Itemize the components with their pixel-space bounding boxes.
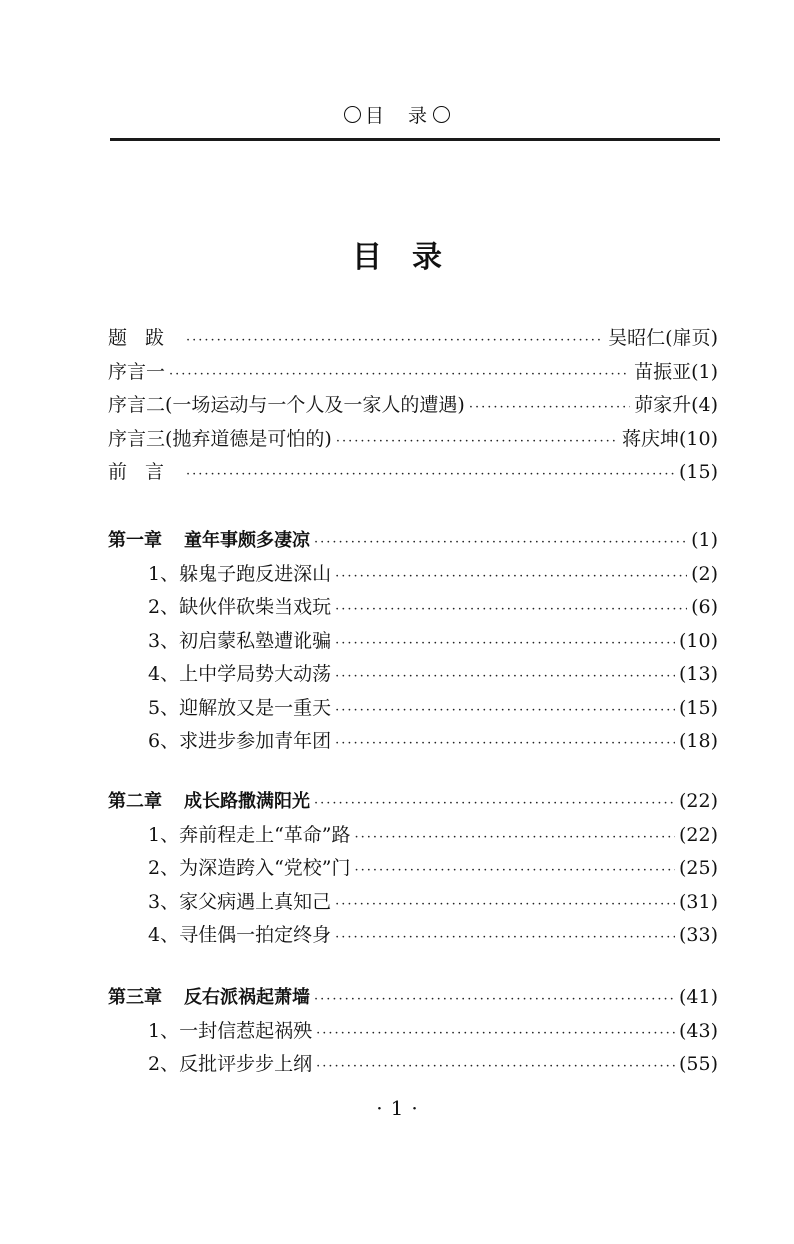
toc-page: (15) [678, 696, 718, 719]
running-head [0, 104, 794, 128]
page-title-char-left: 目 [352, 240, 382, 275]
folio-dot-right: · [411, 1096, 418, 1120]
toc-label: 6、求进步参加青年团 [148, 730, 332, 752]
dot-leader [336, 425, 618, 458]
dot-leader [316, 1017, 675, 1050]
toc-row-inscription[interactable] [108, 322, 718, 356]
toc-chapter-heading[interactable] [108, 785, 718, 819]
circle-ornament-icon [344, 106, 361, 123]
toc-label: 题跋 [108, 327, 183, 349]
dot-leader [316, 1050, 675, 1083]
chapter-number: 第一章 [108, 530, 162, 551]
toc-page: (33) [678, 924, 718, 946]
toc-section-row[interactable] [108, 692, 718, 726]
toc-row-preface-1[interactable] [108, 356, 718, 390]
dot-leader [314, 787, 675, 820]
toc-page: 茆家升(4) [634, 394, 718, 416]
toc-chapter-2 [108, 785, 718, 953]
toc-section-row[interactable] [108, 819, 718, 853]
toc-label: 2、缺伙伴砍柴当戏玩 [148, 596, 332, 618]
toc-label: 3、初启蒙私塾遭讹骗 [148, 629, 332, 652]
toc-label: 3、家父病遇上真知己 [148, 890, 332, 913]
toc-page: (1) [691, 529, 718, 551]
toc-chapter-heading[interactable] [108, 981, 718, 1015]
page-title-char-right: 录 [412, 240, 442, 275]
folio-page-number: 1 [390, 1096, 404, 1120]
chapter-label [108, 981, 310, 1014]
chapter-title: 童年事颇多凄凉 [184, 530, 310, 551]
toc-label: 1、一封信惹起祸殃 [148, 1019, 313, 1042]
page-title [0, 236, 794, 280]
dot-leader [314, 526, 687, 559]
dot-leader [186, 458, 675, 491]
dot-leader [335, 727, 675, 760]
toc-page: (6) [691, 596, 718, 618]
chapter-title: 反右派祸起萧墙 [184, 987, 310, 1008]
dot-leader [335, 660, 675, 693]
dot-leader [335, 627, 675, 660]
toc-label: 4、寻佳偶一拍定终身 [148, 924, 332, 946]
chapter-number: 第三章 [108, 987, 162, 1008]
chapter-label [108, 785, 310, 818]
toc-page: (2) [691, 562, 718, 585]
toc-page: 蒋庆坤(10) [621, 427, 718, 450]
toc-row-preface-3[interactable] [108, 423, 718, 457]
chapter-number: 第二章 [108, 791, 162, 812]
toc-page: 苗振亚(1) [634, 360, 718, 383]
toc-page: (18) [678, 730, 718, 752]
toc-label: 4、上中学局势大动荡 [148, 663, 332, 685]
toc-section-row[interactable] [108, 1048, 718, 1082]
toc-section-row[interactable] [108, 852, 718, 886]
chapter-title: 成长路撒满阳光 [184, 791, 310, 812]
dot-leader [355, 854, 675, 887]
dot-leader [355, 821, 675, 854]
folio-dot-left: · [376, 1096, 383, 1120]
toc-label: 前言 [108, 461, 183, 483]
toc-label: 序言一 [108, 360, 166, 383]
toc-page: (31) [678, 890, 718, 913]
running-head-char-right: 录 [408, 105, 430, 127]
running-head-char-left: 目 [364, 105, 386, 127]
toc-section-row[interactable] [108, 886, 718, 920]
toc-page: (55) [678, 1053, 718, 1075]
toc-section-row[interactable] [108, 558, 718, 592]
dot-leader [335, 921, 675, 954]
dot-leader [169, 358, 630, 391]
dot-leader [335, 560, 687, 593]
toc-section-row[interactable] [108, 725, 718, 759]
chapter-label [108, 524, 310, 557]
toc-page: (15) [678, 461, 718, 483]
dot-leader [335, 593, 687, 626]
circle-ornament-icon [433, 106, 450, 123]
toc-page: 吴昭仁(扉页) [608, 327, 718, 349]
toc-label: 1、躲鬼子跑反进深山 [148, 562, 332, 585]
toc-page: (10) [678, 629, 718, 652]
toc-section-row[interactable] [108, 658, 718, 692]
toc-section-row[interactable] [108, 625, 718, 659]
toc-page: (41) [678, 986, 718, 1008]
header-rule [110, 138, 720, 141]
toc-label: 2、反批评步步上纲 [148, 1053, 313, 1075]
toc-page: (13) [678, 663, 718, 685]
toc-section-row[interactable] [108, 919, 718, 953]
toc-page: (22) [678, 790, 718, 812]
toc-chapter-3 [108, 981, 718, 1082]
toc-label: 1、奔前程走上“革命”路 [148, 823, 351, 846]
toc-page: (43) [678, 1019, 718, 1042]
dot-leader [314, 983, 675, 1016]
toc-label: 序言二(一场运动与一个人及一家人的遭遇) [108, 394, 465, 416]
toc-front-matter [108, 322, 718, 490]
toc-section-row[interactable] [108, 591, 718, 625]
toc-page: (22) [678, 823, 718, 846]
toc-chapter-1 [108, 524, 718, 759]
dot-leader [335, 694, 675, 727]
page-folio [0, 1096, 794, 1120]
toc-page: (25) [678, 857, 718, 879]
dot-leader [335, 888, 675, 921]
toc-row-foreword[interactable] [108, 456, 718, 490]
dot-leader [469, 391, 630, 424]
toc-label: 5、迎解放又是一重天 [148, 696, 332, 719]
toc-row-preface-2[interactable] [108, 389, 718, 423]
toc-section-row[interactable] [108, 1015, 718, 1049]
dot-leader [186, 324, 604, 357]
toc-chapter-heading[interactable] [108, 524, 718, 558]
toc-label: 序言三(抛弃道德是可怕的) [108, 427, 332, 450]
toc-label: 2、为深造跨入“党校”门 [148, 857, 351, 879]
